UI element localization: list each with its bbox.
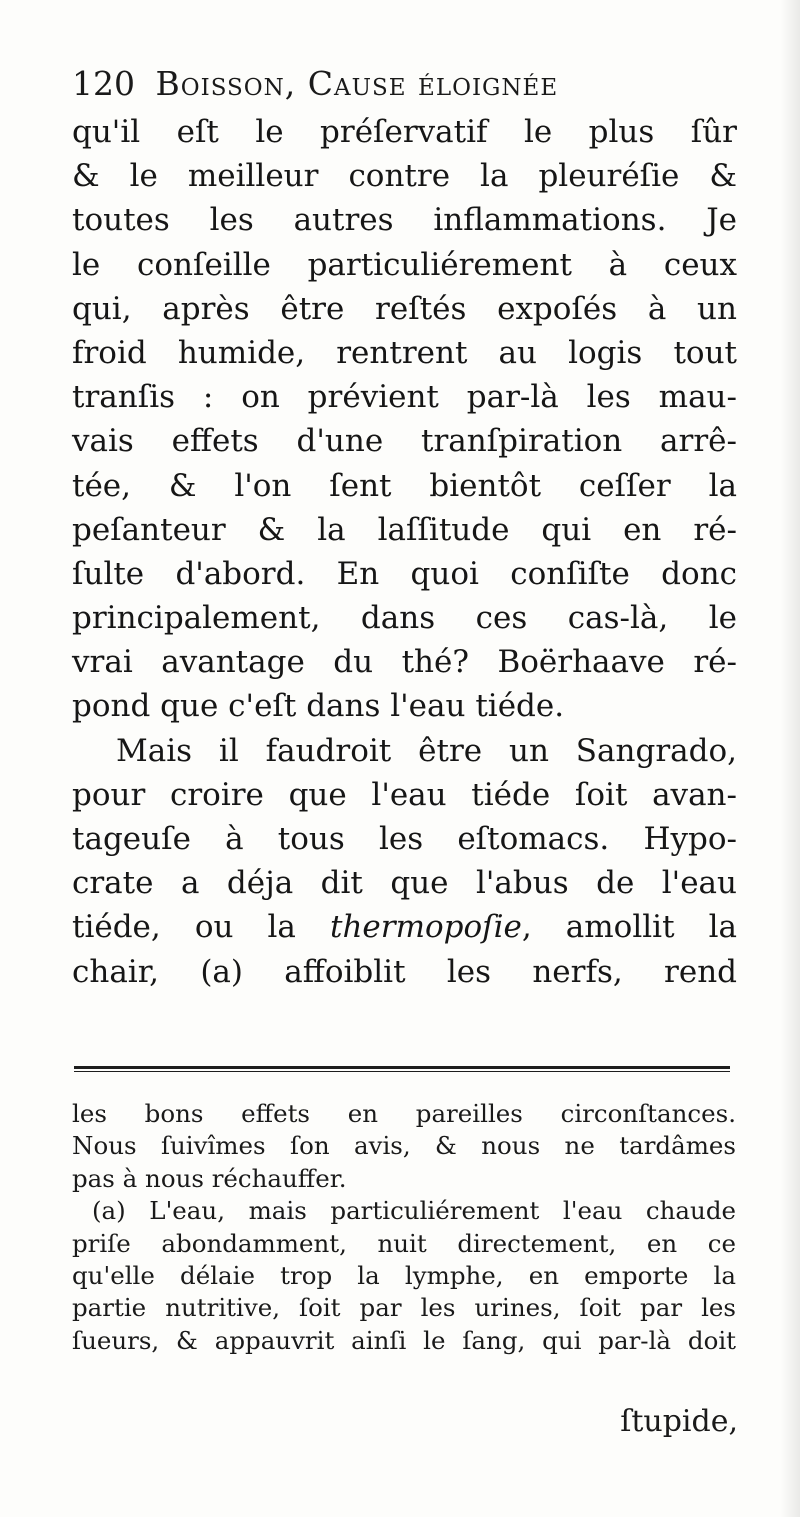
page-number: 120	[72, 64, 135, 103]
text-line: ſulte d'abord. En quoi conſiſte donc	[72, 555, 737, 592]
text-line: qui, après être reſtés expoſés à un	[72, 290, 737, 327]
footnotes	[72, 1098, 736, 1357]
footnote-line: pas à nous réchauffer.	[72, 1163, 347, 1193]
text-line: froid humide, rentrent au logis tout	[72, 334, 737, 371]
italic-term: thermopoſie	[329, 909, 522, 946]
text-line: tée, & l'on ſent bientôt ceſſer la	[72, 467, 737, 504]
text-line: crate a déja dit que l'abus de l'eau	[72, 865, 737, 902]
footnote-line: Nous ſuivîmes ſon avis, & nous ne tardâmes	[72, 1131, 736, 1161]
text-segment: , amollit la	[521, 909, 737, 946]
catchword: ſtupide,	[620, 1404, 738, 1439]
text-line: le conſeille particuliérement à ceux	[72, 246, 737, 283]
footnote-separator-rule	[74, 1066, 730, 1072]
text-line: chair, (a) affoiblit les nerfs, rend	[72, 953, 737, 990]
text-line: toutes les autres inflammations. Je	[72, 202, 737, 239]
main-text	[72, 110, 737, 994]
text-line-paragraph-end: pond que c'eſt dans l'eau tiéde.	[72, 688, 565, 725]
footnote-line: qu'elle délaie trop la lymphe, en emporte la	[72, 1260, 736, 1290]
text-line: vrai avantage du thé? Boërhaave ré-	[72, 644, 737, 681]
footnote-line: (a) L'eau, mais particuliérement l'eau chaude	[92, 1196, 736, 1226]
text-line: vais effets d'une tranſpiration arrê-	[72, 423, 737, 460]
footnote-line: ſueurs, & appauvrit ainſi le ſang, qui par-là doit	[72, 1325, 736, 1355]
page-edge-shadow	[780, 0, 800, 1517]
text-line: tranſis : on prévient par-là les mau-	[72, 379, 737, 416]
text-line: peſanteur & la laſſitude qui en ré-	[72, 511, 737, 548]
text-segment: tiéde, ou la	[72, 909, 330, 946]
running-title: Boisson, Cause éloignée	[155, 64, 559, 103]
footnote-line: les bons effets en pareilles circonſtances.	[72, 1099, 736, 1128]
footnote-line: partie nutritive, ſoit par les urines, ſoit par les	[72, 1293, 736, 1323]
text-line: tageuſe à tous les eſtomacs. Hypo-	[72, 821, 737, 857]
text-line-paragraph-start: Mais il faudroit être un Sangrado,	[116, 732, 737, 769]
text-line	[72, 905, 737, 949]
text-line: pour croire que l'eau tiéde ſoit avan-	[72, 776, 737, 813]
footnote-line: priſe abondamment, nuit directement, en ce	[72, 1228, 736, 1258]
text-line: & le meilleur contre la pleuréſie &	[72, 158, 737, 195]
text-line: qu'il eſt le préſervatif le plus ſûr	[72, 114, 737, 150]
text-line: principalement, dans ces cas-là, le	[72, 600, 737, 637]
running-head	[72, 64, 752, 104]
